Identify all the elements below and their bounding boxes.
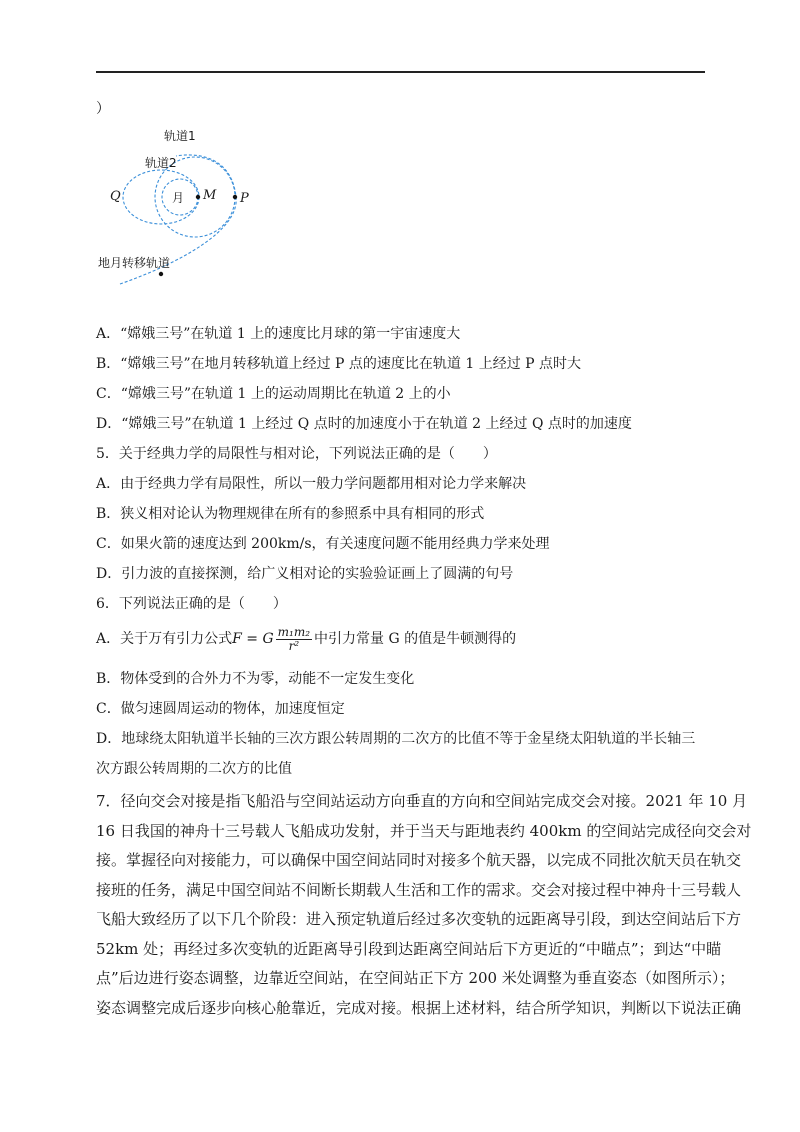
- q6-option-c: C．做匀速圆周运动的物体，加速度恒定: [96, 701, 345, 717]
- orbit-2-path: [123, 170, 199, 224]
- transfer-orbit-label: 地月转移轨道: [98, 256, 171, 270]
- header-rule: [96, 71, 705, 73]
- point-m-dot: [196, 195, 200, 199]
- orbit-1-label: 轨道1: [164, 129, 196, 143]
- question-fragment: ）: [96, 101, 110, 117]
- q7-line: 16 日我国的神舟十三号载人飞船成功发射，并于当天与距地表约 400km 的空间站完成径向交会对: [96, 821, 752, 840]
- q6-option-d-line1: D．地球绕太阳轨道半长轴的三次方跟公转周期的二次方的比值不等于金星绕太阳轨道的半长轴三: [96, 731, 696, 747]
- point-m-label: M: [203, 188, 217, 203]
- q5-option-b: B．狭义相对论认为物理规律在所有的参照系中具有相同的形式: [96, 506, 485, 522]
- point-p-dot: [233, 195, 237, 199]
- q6-option-a-suffix: 中引力常量 G 的值是牛顿测得的: [314, 631, 517, 647]
- formula-lhs: F = G: [232, 631, 274, 647]
- q7-paragraph: [96, 787, 752, 1023]
- formula-numerator: m₁m₂: [277, 624, 311, 639]
- formula-fraction: [276, 626, 312, 653]
- moon-label: 月: [172, 191, 185, 205]
- q5-option-a: A．由于经典力学有局限性，所以一般力学问题都用相对论力学来解决: [96, 476, 527, 492]
- q5-stem: 5．关于经典力学的局限性与相对论，下列说法正确的是（ ）: [96, 446, 497, 462]
- gravitation-formula: [232, 624, 314, 654]
- q7-line: 接。掌握径向对接能力，可以确保中国空间站同时对接多个航天器，以完成不同批次航天员在轨交: [96, 851, 742, 869]
- q6-option-a: [96, 624, 516, 654]
- transfer-dot: [159, 272, 163, 276]
- q4-option-c: C．“嫦娥三号”在轨道 1 上的运动周期比在轨道 2 上的小: [96, 386, 451, 402]
- q7-line: 飞船大致经历了以下几个阶段：进入预定轨道后经过多次变轨的远距离导引段，到达空间站后下方: [96, 910, 742, 928]
- q7-line: 7．径向交会对接是指飞船沿与空间站运动方向垂直的方向和空间站完成交会对接。2021 年 10 月: [96, 792, 748, 810]
- point-p-label: P: [240, 191, 249, 206]
- formula-denominator: r²: [288, 638, 300, 653]
- q6-option-d-line2: 次方跟公转周期的二次方的比值: [96, 761, 292, 777]
- orbit-2-label: 轨道2: [145, 156, 177, 170]
- q6-option-a-prefix: A．关于万有引力公式: [96, 631, 233, 647]
- q4-option-d: D．“嫦娥三号”在轨道 1 上经过 Q 点时的加速度小于在轨道 2 上经过 Q 点时的加速度: [96, 416, 632, 432]
- q7-line: 点”后边进行姿态调整，边靠近空间站，在空间站正下方 200 米处调整为垂直姿态（如图所示）；: [96, 969, 735, 987]
- q4-option-a: A．“嫦娥三号”在轨道 1 上的速度比月球的第一宇宙速度大: [96, 326, 461, 342]
- q4-option-b: B．“嫦娥三号”在地月转移轨道上经过 P 点的速度比在轨道 1 上经过 P 点时大: [96, 356, 582, 372]
- q5-option-c: C．如果火箭的速度达到 200km/s，有关速度问题不能用经典力学来处理: [96, 536, 550, 552]
- q5-option-d: D．引力波的直接探测，给广义相对论的实验验证画上了圆满的句号: [96, 566, 514, 582]
- q7-line: 52km 处；再经过多次变轨的近距离导引段到达距离空间站后下方更近的“中瞄点”；到达“中瞄: [96, 939, 722, 958]
- q6-stem: 6．下列说法正确的是（ ）: [96, 596, 287, 612]
- q7-line: 姿态调整完成后逐步向核心舱靠近，完成对接。根据上述材料，结合所学知识，判断以下说法正确: [96, 998, 742, 1017]
- point-q-label: Q: [110, 189, 121, 204]
- q7-line: 接班的任务，满足中国空间站不间断长期载人生活和工作的需求。交会对接过程中神舟十三号载人: [96, 880, 742, 899]
- orbit-diagram: [90, 118, 260, 293]
- q6-option-b: B．物体受到的合外力不为零，动能不一定发生变化: [96, 671, 415, 687]
